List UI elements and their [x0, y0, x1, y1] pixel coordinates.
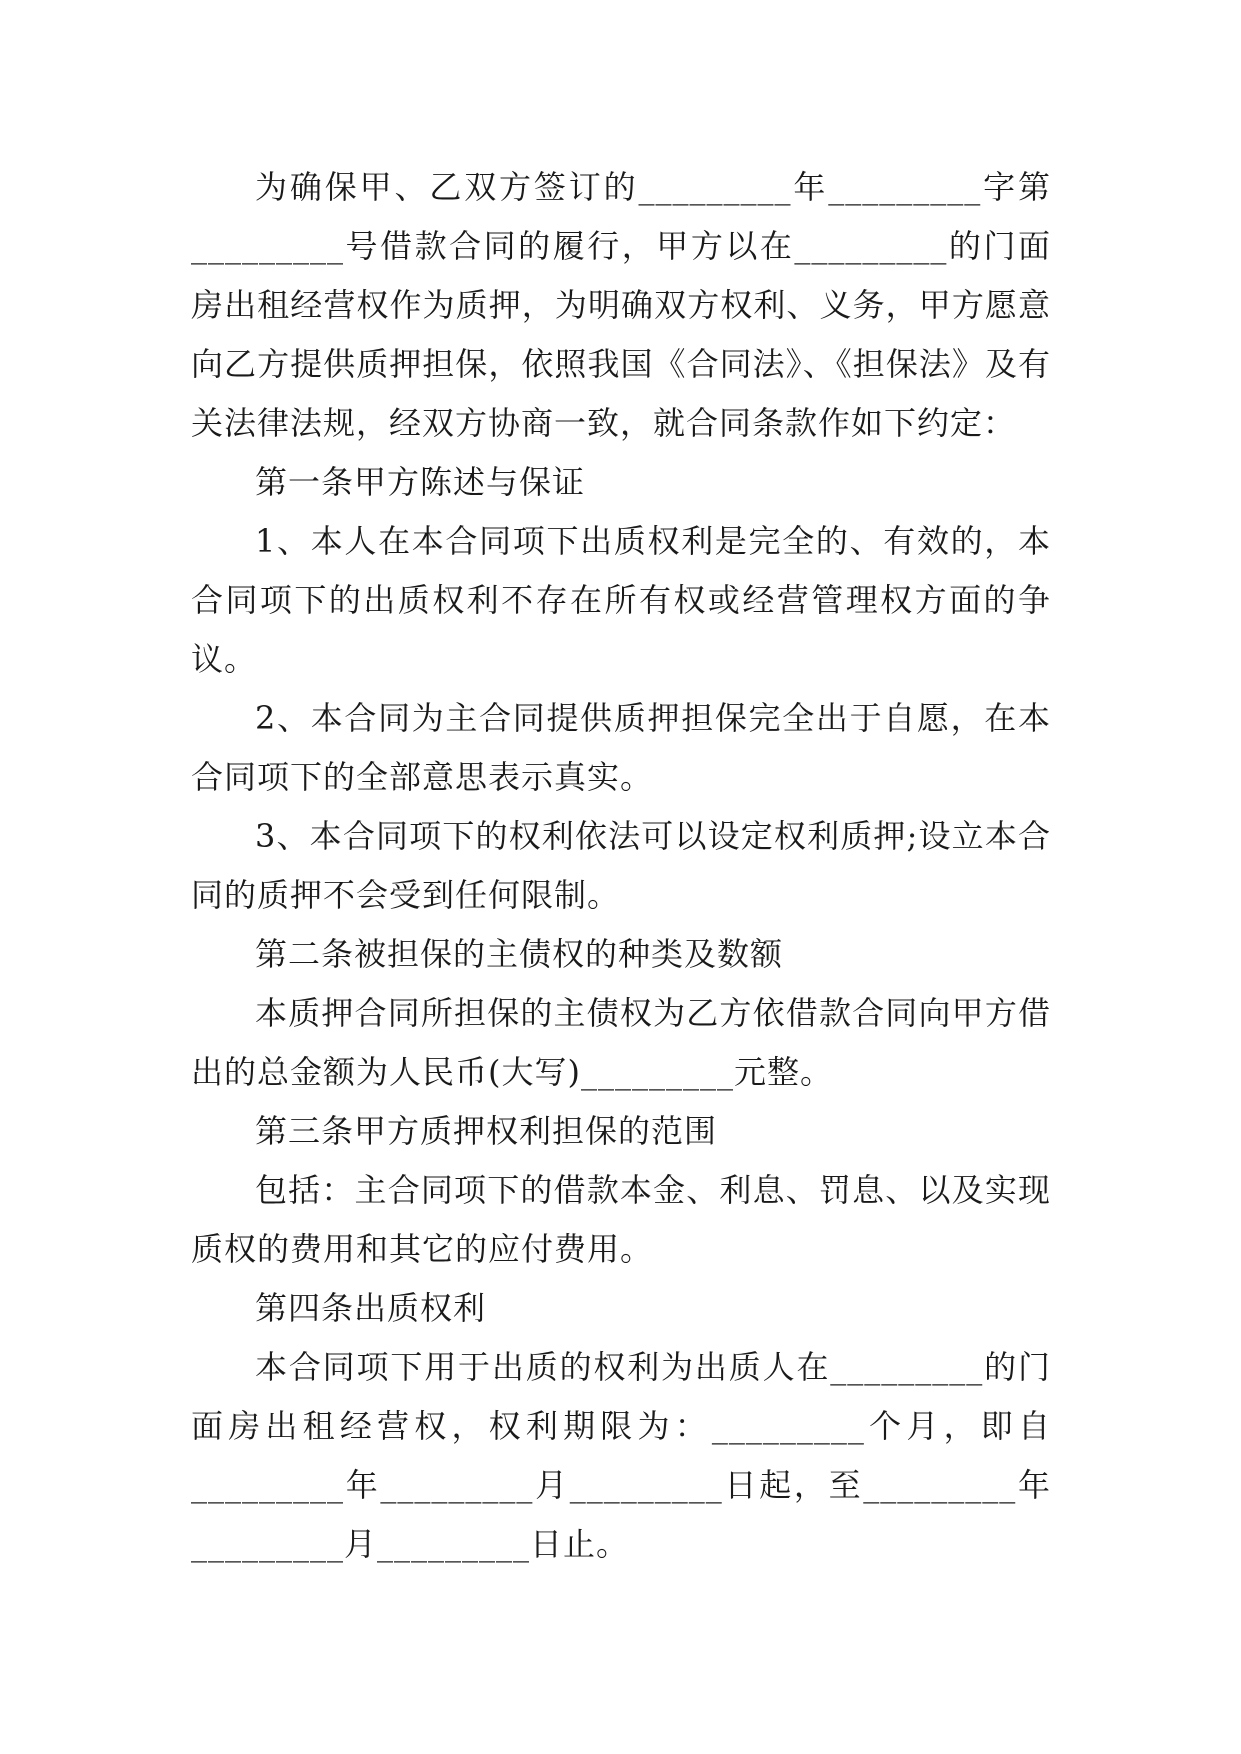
- article-1-clause-3: 3、本合同项下的权利依法可以设定权利质押;设立本合同的质押不会受到任何限制。: [191, 817, 1051, 914]
- article-2-body: 本质押合同所担保的主债权为乙方依借款合同向甲方借出的总金额为人民币(大写)_________元整。: [191, 994, 1051, 1091]
- article-1-clause-2: 2、本合同为主合同提供质押担保完全出于自愿，在本合同项下的全部意思表示真实。: [191, 699, 1051, 796]
- preamble-paragraph: 为确保甲、乙双方签订的_________年_________字第_________号借款合同的履行，甲方以在_________的门面房出租经营权作为质押，为明确双方权利、义务，甲方愿意向乙方提供质押担保，依照我国《合同法》、《担保法》及有关法律法规，经双方协商一致，就合同条款作如下约定：: [191, 168, 1051, 442]
- article-2-heading: 第二条被担保的主债权的种类及数额: [255, 935, 784, 973]
- document-body: [191, 158, 1051, 1574]
- article-1-clause-1: 1、本人在本合同项下出质权利是完全的、有效的，本合同项下的出质权利不存在所有权或经营管理权方面的争议。: [191, 522, 1051, 678]
- article-4-body: 本合同项下用于出质的权利为出质人在_________的门面房出租经营权，权利期限为：_________个月，即自_________年_________月_________日起，至_________年_________月_________日止。: [191, 1348, 1051, 1563]
- article-3-body: 包括：主合同项下的借款本金、利息、罚息、以及实现质权的费用和其它的应付费用。: [191, 1171, 1051, 1268]
- article-1-heading: 第一条甲方陈述与保证: [255, 463, 586, 501]
- article-3-heading: 第三条甲方质押权利担保的范围: [255, 1112, 718, 1150]
- article-4-heading: 第四条出质权利: [255, 1289, 487, 1327]
